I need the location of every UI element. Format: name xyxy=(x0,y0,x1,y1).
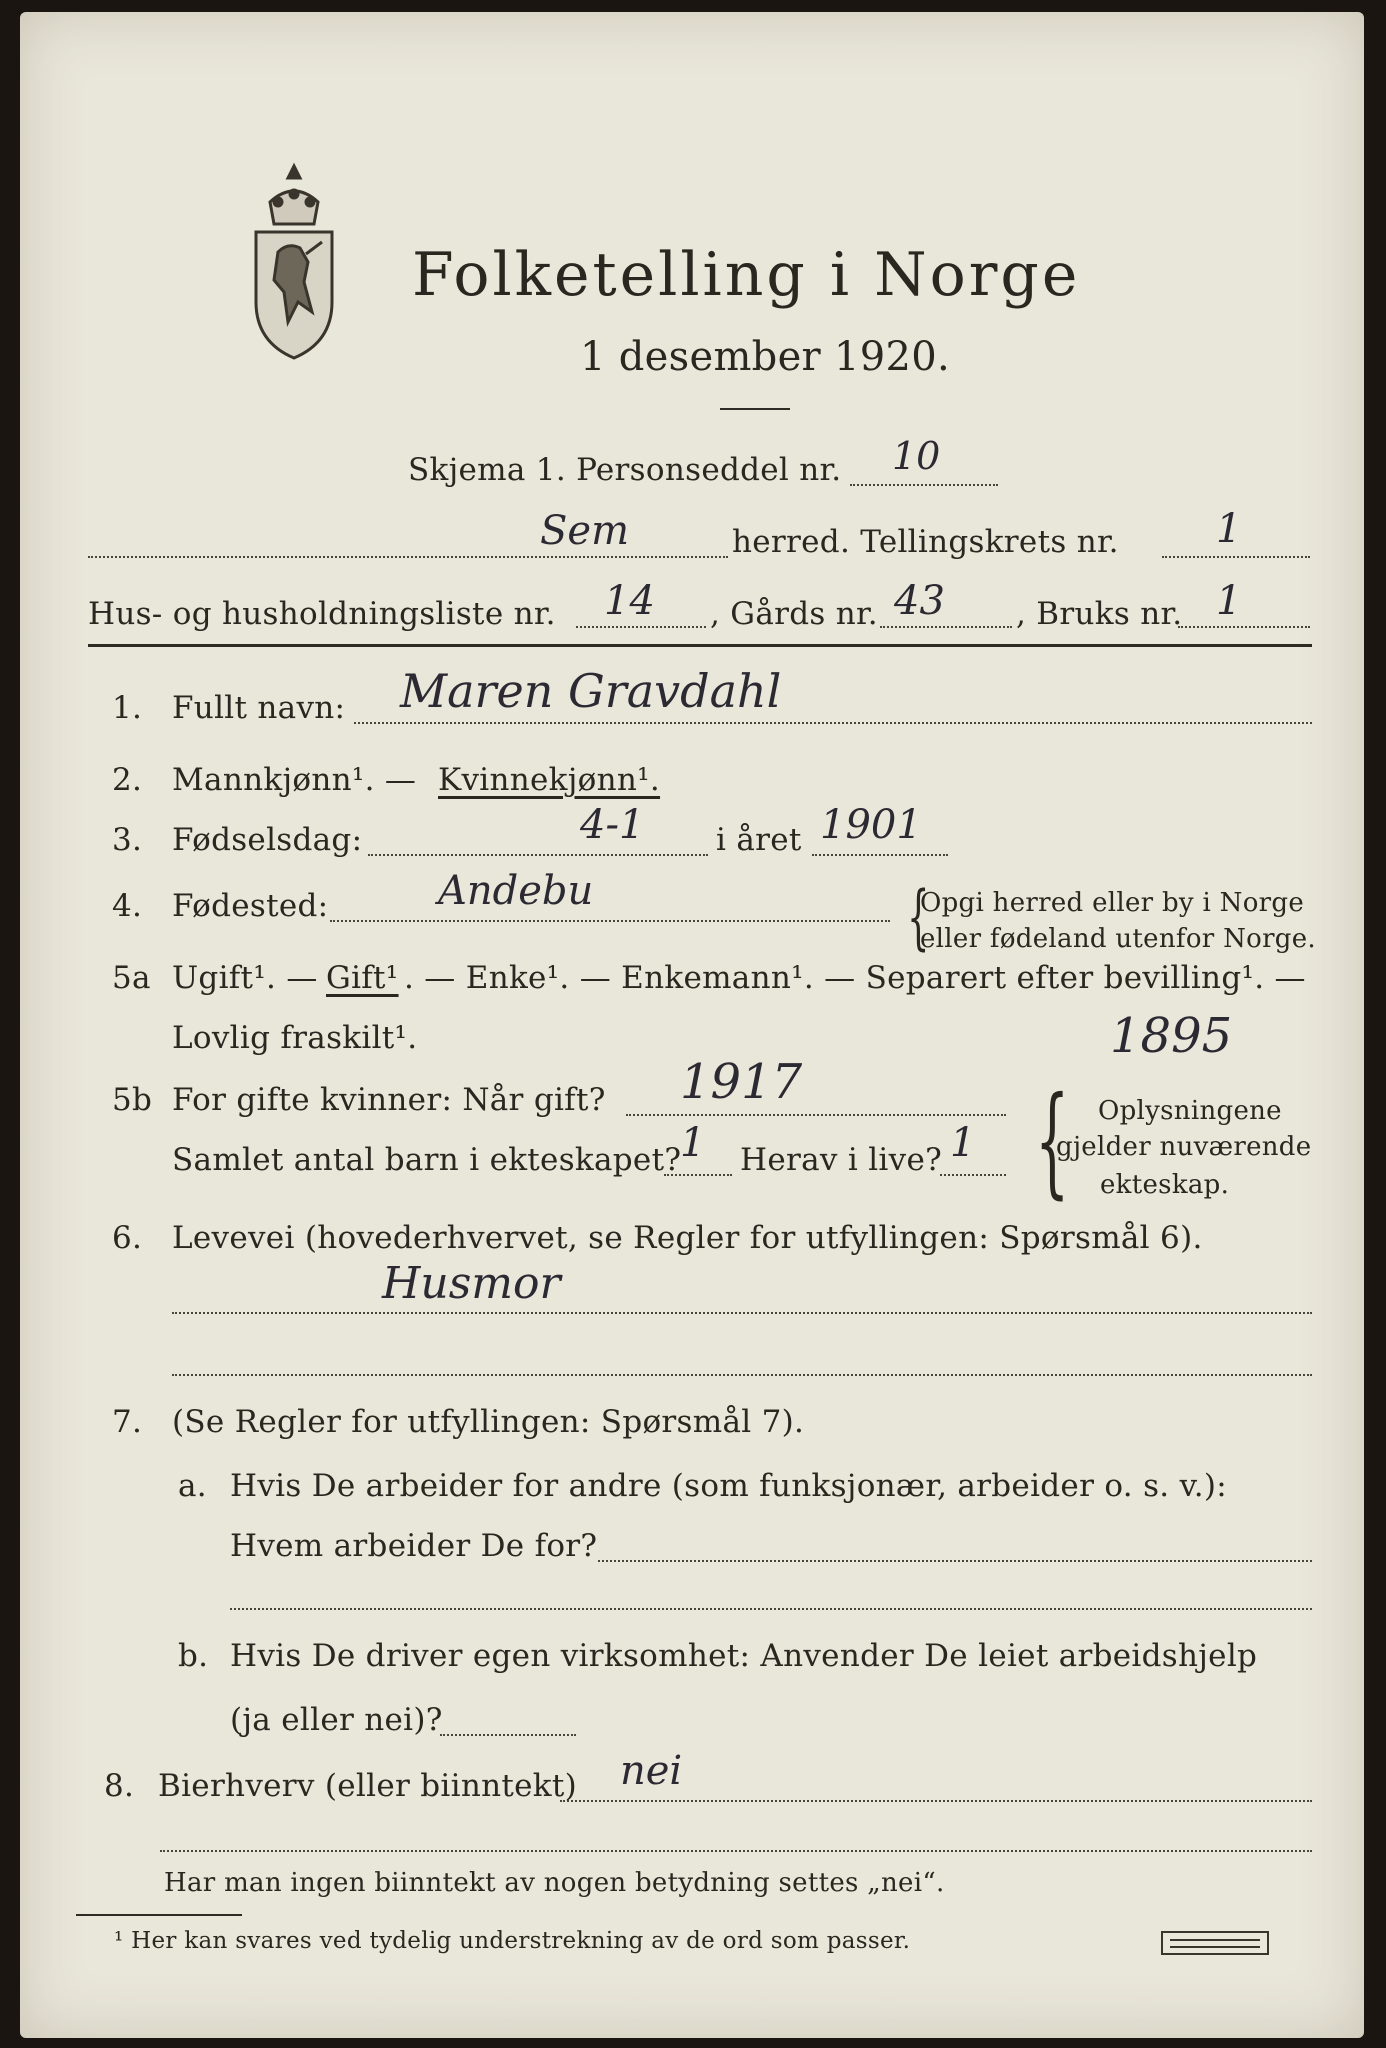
children-alive-value[interactable]: 1 xyxy=(950,1120,976,1166)
krets-line xyxy=(1162,556,1310,558)
page-title: Folketelling i Norge xyxy=(412,240,1081,310)
q5b-alive-line xyxy=(940,1174,1006,1176)
bruks-label: , Bruks nr. xyxy=(1016,596,1183,632)
q7b-line2: (ja eller nei)? xyxy=(230,1702,443,1738)
printer-stamp-icon xyxy=(1160,1930,1270,1956)
married-year-value[interactable]: 1917 xyxy=(680,1054,803,1110)
page-subtitle: 1 desember 1920. xyxy=(580,334,950,380)
q7-number: 7. xyxy=(112,1404,143,1440)
q8-label: Bierhverv (eller biinntekt) xyxy=(158,1768,578,1804)
q5a-number: 5a xyxy=(112,960,151,996)
q7a-letter: a. xyxy=(178,1468,207,1504)
q6-label: Levevei (hovederhvervet, se Regler for utfyllingen: Spørsmål 6). xyxy=(172,1220,1203,1256)
title-divider xyxy=(720,408,790,410)
q7a-answer-line2 xyxy=(230,1608,1312,1610)
tellingskrets-number[interactable]: 1 xyxy=(1216,506,1242,552)
herred-line xyxy=(88,556,728,558)
q5b-brace: { xyxy=(1034,1072,1070,1211)
q8-line1 xyxy=(560,1800,1312,1802)
husholdningsliste-number[interactable]: 14 xyxy=(604,578,655,624)
q4-number: 4. xyxy=(112,888,143,924)
coat-of-arms-icon xyxy=(248,162,340,362)
gards-label: , Gårds nr. xyxy=(710,596,878,632)
q3-label: Fødselsdag: xyxy=(172,822,363,858)
q4-note-line2: eller fødeland utenfor Norge. xyxy=(920,924,1316,954)
q6-line1 xyxy=(172,1312,1312,1314)
q3-year-line xyxy=(812,854,948,856)
q8-line2 xyxy=(160,1850,1312,1852)
q5b-married-label: For gifte kvinner: Når gift? xyxy=(172,1082,606,1118)
q3-year-label: i året xyxy=(716,822,802,858)
q5a-fraskilt-option[interactable]: Lovlig fraskilt¹. xyxy=(172,1020,418,1056)
q7b-line1: Hvis De driver egen virksomhet: Anvender De leiet arbeidshjelp xyxy=(230,1638,1258,1674)
q4-brace: { xyxy=(907,876,930,958)
birth-year-value[interactable]: 1901 xyxy=(820,802,922,848)
personseddel-number[interactable]: 10 xyxy=(892,434,941,478)
q1-line xyxy=(354,722,1312,724)
side-income-value[interactable]: nei xyxy=(620,1748,683,1794)
herred-value[interactable]: Sem xyxy=(540,508,630,554)
q3-number: 3. xyxy=(112,822,143,858)
margin-annotation: 1895 xyxy=(1110,1008,1233,1064)
q5b-note-line3: ekteskap. xyxy=(1100,1170,1230,1200)
bruks-number[interactable]: 1 xyxy=(1216,578,1242,624)
q3-day-line xyxy=(368,854,708,856)
bruks-line xyxy=(1178,626,1310,628)
q1-label: Fullt navn: xyxy=(172,690,346,726)
gards-line xyxy=(880,626,1012,628)
footnote: ¹ Her kan svares ved tydelig understrekning av de ord som passer. xyxy=(114,1928,911,1954)
q5b-alive-label: Herav i live? xyxy=(740,1142,943,1178)
birth-day-value[interactable]: 4-1 xyxy=(580,802,645,848)
q2-number: 2. xyxy=(112,762,143,798)
q7a-line1: Hvis De arbeider for andre (som funksjonær, arbeider o. s. v.): xyxy=(230,1468,1228,1504)
skjema-label: Skjema 1. Personseddel nr. xyxy=(408,452,842,488)
q7a-line2: Hvem arbeider De for? xyxy=(230,1528,598,1564)
q7b-answer-line xyxy=(440,1734,576,1736)
footnote-rule xyxy=(76,1914,242,1916)
herred-label: herred. Tellingskrets nr. xyxy=(732,524,1119,560)
q6-number: 6. xyxy=(112,1220,143,1256)
q2-female-option-selected[interactable]: Kvinnekjønn¹. xyxy=(438,762,661,798)
q5b-children-line xyxy=(664,1174,732,1176)
q5b-number: 5b xyxy=(112,1082,153,1118)
q7b-letter: b. xyxy=(178,1638,209,1674)
q5b-children-label: Samlet antal barn i ekteskapet? xyxy=(172,1142,682,1178)
biinntekt-note: Har man ingen biinntekt av nogen betydning settes „nei“. xyxy=(164,1868,945,1898)
q4-line xyxy=(330,920,890,922)
occupation-value[interactable]: Husmor xyxy=(382,1258,561,1309)
q5b-note-line2: gjelder nuværende xyxy=(1056,1132,1312,1162)
children-total-value[interactable]: 1 xyxy=(680,1120,706,1166)
birthplace-value[interactable]: Andebu xyxy=(438,868,594,914)
skjema-line xyxy=(850,484,998,486)
q5b-married-line xyxy=(626,1114,1006,1116)
hus-line xyxy=(576,626,706,628)
q8-number: 8. xyxy=(104,1768,135,1804)
gards-number[interactable]: 43 xyxy=(894,578,945,624)
census-form xyxy=(20,12,1364,2038)
full-name-value[interactable]: Maren Gravdahl xyxy=(400,664,782,718)
q5b-note-line1: Oplysningene xyxy=(1098,1096,1282,1126)
q5a-other-options[interactable]: . — Enke¹. — Enkemann¹. — Separert efter bevilling¹. — xyxy=(404,960,1306,996)
hus-label: Hus- og husholdningsliste nr. xyxy=(88,596,556,632)
q4-label: Fødested: xyxy=(172,888,329,924)
q1-number: 1. xyxy=(112,690,143,726)
q5a-gift-option-selected[interactable]: Gift¹ xyxy=(326,960,399,996)
q6-line2 xyxy=(172,1374,1312,1376)
q7-label: (Se Regler for utfyllingen: Spørsmål 7). xyxy=(172,1404,805,1440)
q7a-answer-line1 xyxy=(598,1560,1312,1562)
q4-note-line1: Opgi herred eller by i Norge xyxy=(920,888,1305,918)
header-rule xyxy=(88,644,1312,647)
q2-male-option[interactable]: Mannkjønn¹. — xyxy=(172,762,417,798)
q5a-ugift-option[interactable]: Ugift¹. — xyxy=(172,960,318,996)
